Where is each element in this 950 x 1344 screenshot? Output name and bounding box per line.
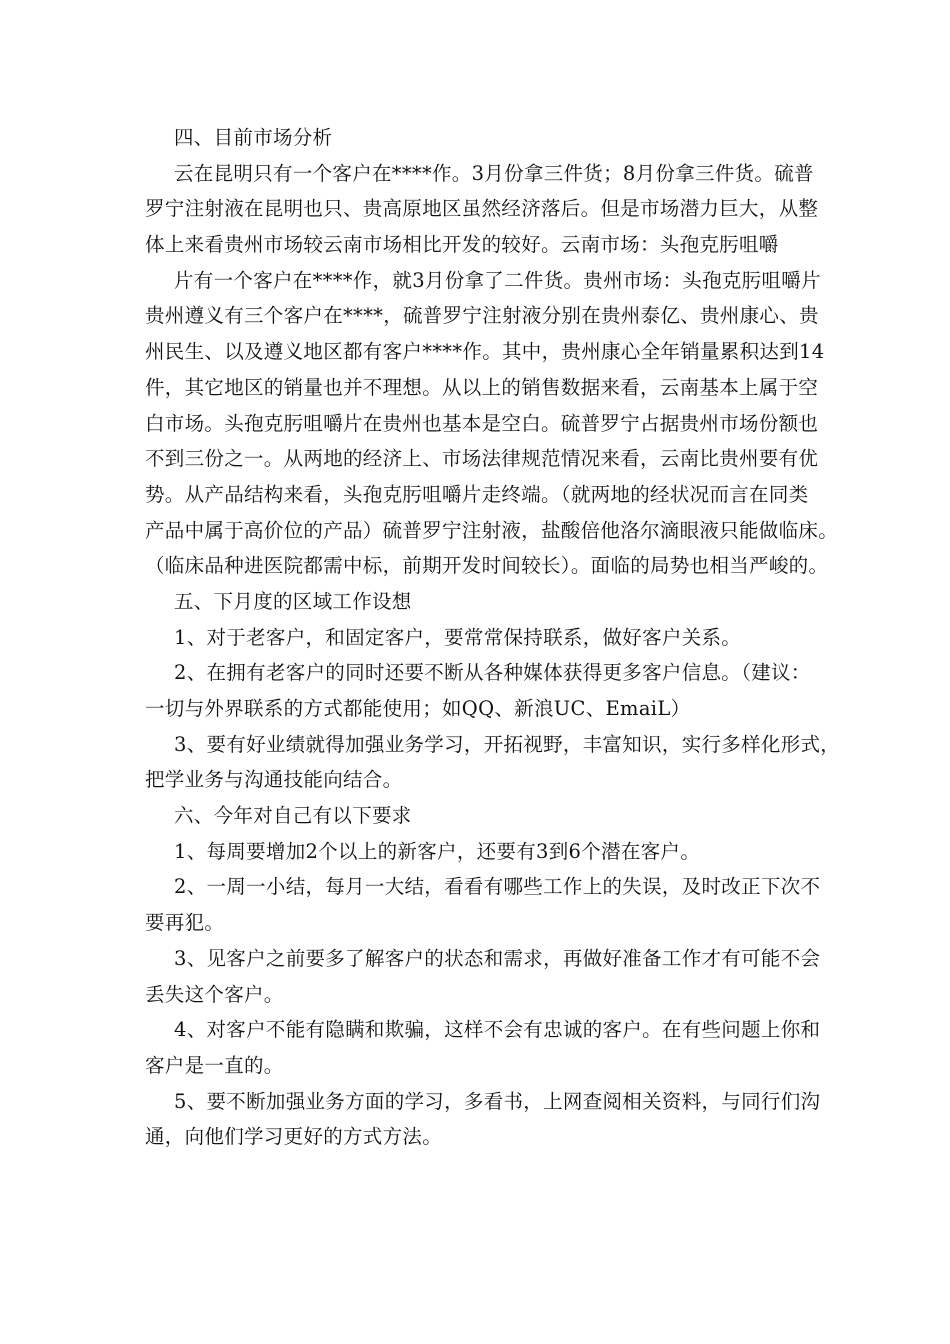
paragraph-line: 体上来看贵州市场较云南市场相比开发的较好。云南市场：头孢克肟咀嚼 [145, 233, 779, 257]
list-item-continuation: 客户是一直的。 [145, 1053, 284, 1077]
list-item: 4、对客户不能有隐瞒和欺骗，这样不会有忠诚的客户。在有些问题上你和 [174, 1018, 821, 1042]
paragraph-line: 片有一个客户在****作，就3月份拿了二件货。贵州市场：头孢克肟咀嚼片 [174, 268, 821, 292]
list-item: 3、见客户之前要多了解客户的状态和需求，再做好准备工作才有可能不会 [174, 946, 821, 970]
section-heading-yearly-requirements: 六、今年对自己有以下要求 [174, 804, 412, 828]
paragraph-line: 不到三份之一。从两地的经济上、市场法律规范情况来看，云南比贵州要有优 [145, 447, 819, 471]
paragraph-line: 云在昆明只有一个客户在****作。3月份拿三件货；8月份拿三件货。硫普 [174, 161, 814, 185]
paragraph-line: 产品中属于高价位的产品）硫普罗宁注射液，盐酸倍他洛尔滴眼液只能做临床。 [145, 518, 839, 542]
paragraph-line: 罗宁注射液在昆明也只、贵高原地区虽然经济落后。但是市场潜力巨大，从整 [145, 197, 819, 221]
list-item: 3、要有好业绩就得加强业务学习，开拓视野，丰富知识，实行多样化形式， [174, 732, 841, 756]
paragraph-line: （临床品种进医院都需中标，前期开发时间较长）。面临的局势也相当严峻的。 [145, 554, 829, 578]
list-item-continuation: 通，向他们学习更好的方式方法。 [145, 1125, 443, 1149]
list-item: 5、要不断加强业务方面的学习，多看书，上网查阅相关资料，与同行们沟 [174, 1089, 821, 1113]
section-heading-market-analysis: 四、目前市场分析 [174, 126, 333, 149]
list-item-continuation: 把学业务与沟通技能向结合。 [145, 768, 403, 792]
list-item: 1、对于老客户，和固定客户，要常常保持联系，做好客户关系。 [174, 625, 742, 649]
paragraph-line: 州民生、以及遵义地区都有客户****作。其中，贵州康心全年销量累积达到14 [145, 340, 825, 364]
list-item-continuation: 一切与外界联系的方式都能使用；如QQ、新浪UC、EmaiL） [145, 697, 691, 720]
list-item-continuation: 要再犯。 [145, 911, 225, 935]
list-item: 1、每周要增加2个以上的新客户，还要有3到6个潜在客户。 [174, 839, 701, 863]
paragraph-line: 势。从产品结构来看，头孢克肟咀嚼片走终端。（就两地的经状况而言在同类 [145, 482, 809, 506]
paragraph-line: 白市场。头孢克肟咀嚼片在贵州也基本是空白。硫普罗宁占据贵州市场份额也 [145, 411, 819, 435]
section-heading-next-month-plan: 五、下月度的区域工作设想 [174, 589, 412, 613]
list-item: 2、一周一小结，每月一大结，看看有哪些工作上的失误，及时改正下次不 [174, 875, 821, 899]
list-item-continuation: 丢失这个客户。 [145, 982, 284, 1006]
paragraph-line: 贵州遵义有三个客户在****，硫普罗宁注射液分别在贵州泰亿、贵州康心、贵 [145, 304, 819, 328]
document-body [145, 120, 841, 1155]
list-item: 2、在拥有老客户的同时还要不断从各种媒体获得更多客户信息。（建议： [174, 661, 811, 685]
paragraph-line: 件，其它地区的销量也并不理想。从以上的销售数据来看，云南基本上属于空 [145, 375, 819, 399]
